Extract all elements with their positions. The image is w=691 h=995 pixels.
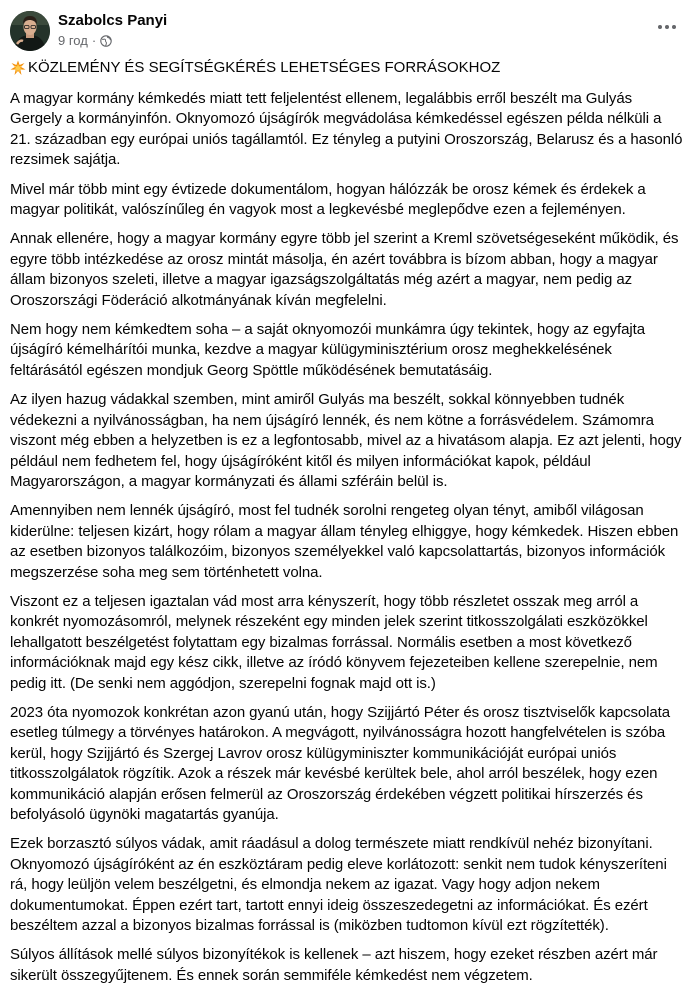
post-paragraph: Nem hogy nem kémkedtem soha – a saját oknyomozói munkámra úgy tekintek, hogy az egyfajta újságíró kémelhárítói munka, kezdve a magyar külügyminisztérium orosz meghekkelésének feltárásától egészen mondjuk Georg Spöttle működésének bemutatásáig.	[10, 321, 645, 379]
post-title-text: KÖZLEMÉNY ÉS SEGÍTSÉGKÉRÉS LEHETSÉGES FORRÁSOKHOZ	[28, 59, 501, 76]
post-paragraph: Súlyos állítások mellé súlyos bizonyítékok is kellenek – azt hiszem, hogy ezeket részben azért már sikerült összegyűjtenem. És ennek során semmiféle kémkedést nem végzetem.	[10, 946, 658, 984]
post-paragraph: 2023 óta nyomozok konkrétan azon gyanú után, hogy Szijjártó Péter és orosz tisztviselők kapcsolata esetleg túlmegy a törvényes határokon. A megvágott, nyilvánosságra hozott hangfelvételen is szóba kerül, hogy Szijjártó és Szergej Lavrov orosz külügyminiszter kommunikációját európai uniós titkosszolgálatok rögzítik. Azok a részek már kevésbé kerültek bele, ahol arról beszélek, hogy ezen kommunikáció alapján erősen felmerül az Oroszország érdekében végzett politikai hírszerzés és befolyásoló ügynöki magatartás gyanúja.	[10, 703, 671, 823]
post-meta	[58, 33, 112, 48]
post-paragraph: Annak ellenére, hogy a magyar kormány egyre több jel szerint a Kreml szövetségeseként működik, és egyre több intézkedése az orosz mintát másolja, én azért továbbra is bízom abban, hogy a magyar állam bizonyos szeleti, illetve a magyar igazságszolgáltatás még azért a magyar, nem pedig az Oroszországi Föderáció alkotmányának kíván megfelelni.	[10, 230, 679, 309]
post-paragraph: Ezek borzasztó súlyos vádak, amit ráadásul a dolog természete miatt rendkívül nehéz bizonyítani. Oknyomozó újságíróként az én eszköztáram pedig eleve korlátozott: senkit nem tudok kényszeríteni rá, hogy leüljön velem beszélgetni, és elmondja nekem az igazat. Vagy hogy adjon nekem dokumentumokat. Éppen ezért tart, tartott ennyi ideig összeszedegetni az információkat. És ezért beszéltem azzal a bizonyos bizalmas forrással is (miközben tudtomon kívül ezt rögzítették).	[10, 835, 667, 935]
post-title	[10, 58, 682, 78]
post-paragraph: Mivel már több mint egy évtizede dokumentálom, hogyan hálózzák be orosz kémek és érdekek a magyar politikát, valószínűleg én vagyok most a legkevésbé meglepődve ezen a fejleményen.	[10, 180, 646, 219]
post-body	[10, 89, 685, 995]
more-horizontal-icon	[657, 24, 677, 30]
post-time[interactable]: 9 год	[58, 33, 88, 48]
post-paragraph: A magyar kormány kémkedés miatt tett feljelentést ellenem, legalábbis erről beszélt ma Gulyás Gergely a kormányinfón. Oknyomozó újságírók megvádolása kémkedéssel egészen példa nélküli a 21. században egy európai uniós tagállamtól. Ez tényleg a putyini Oroszország, Belarusz és a hasonló rezsimek sajátja.	[10, 90, 683, 169]
post-paragraph: Az ilyen hazug vádakkal szemben, mint amiről Gulyás ma beszélt, sokkal könnyebben tudnék védekezni a nyilvánosságban, ha nem újságíró lennék, és nem kötne a forrásvédelem. Számomra viszont még ebben a helyzetben is ez a legfontosabb, mivel az a hivatásom alapja. Ez azt jelenti, hogy például nem fedhetem fel, hogy újságíróként kitől és milyen információkat kapok, például Magyarországon, a magyar kormányzati és állami szféráin belül is.	[10, 391, 682, 490]
post-paragraph: Amennyiben nem lennék újságíró, most fel tudnék sorolni rengeteg olyan tényt, amiből világosan kiderülne: teljesen kizárt, hogy rólam a magyar állam tényleg elhiggye, hogy kémkedek. Hiszen ebben az esetben bizonyos találkozóim, bizonyos személyekkel való kapcsolattartás, bizonyos információk megszerzése soha meg sem történhetett volna.	[10, 502, 679, 581]
meta-separator: ·	[91, 33, 97, 48]
author-name[interactable]: Szabolcs Panyi	[58, 12, 168, 29]
post-paragraph: Viszont ez a teljesen igaztalan vád most arra kényszerít, hogy több részletet osszak meg arról a konkrét nyomozásomról, melynek részeként egy minden jelek szerint titkosszolgálati eszközökkel lehallgatott beszélgetést folytattam egy bizalmas forrással. Normális esetben a most következő információknak majd egy kész cikk, illetve az íródó könyvem fejezeteiben kellene szerepelnie, nem pedig itt. (De senki nem aggódjon, szerepelni fognak majd ott is.)	[10, 592, 658, 692]
avatar[interactable]	[10, 11, 50, 51]
post-header	[10, 11, 681, 53]
collision-icon	[10, 60, 26, 76]
globe-icon[interactable]	[100, 35, 112, 47]
more-options-button[interactable]	[653, 17, 681, 37]
